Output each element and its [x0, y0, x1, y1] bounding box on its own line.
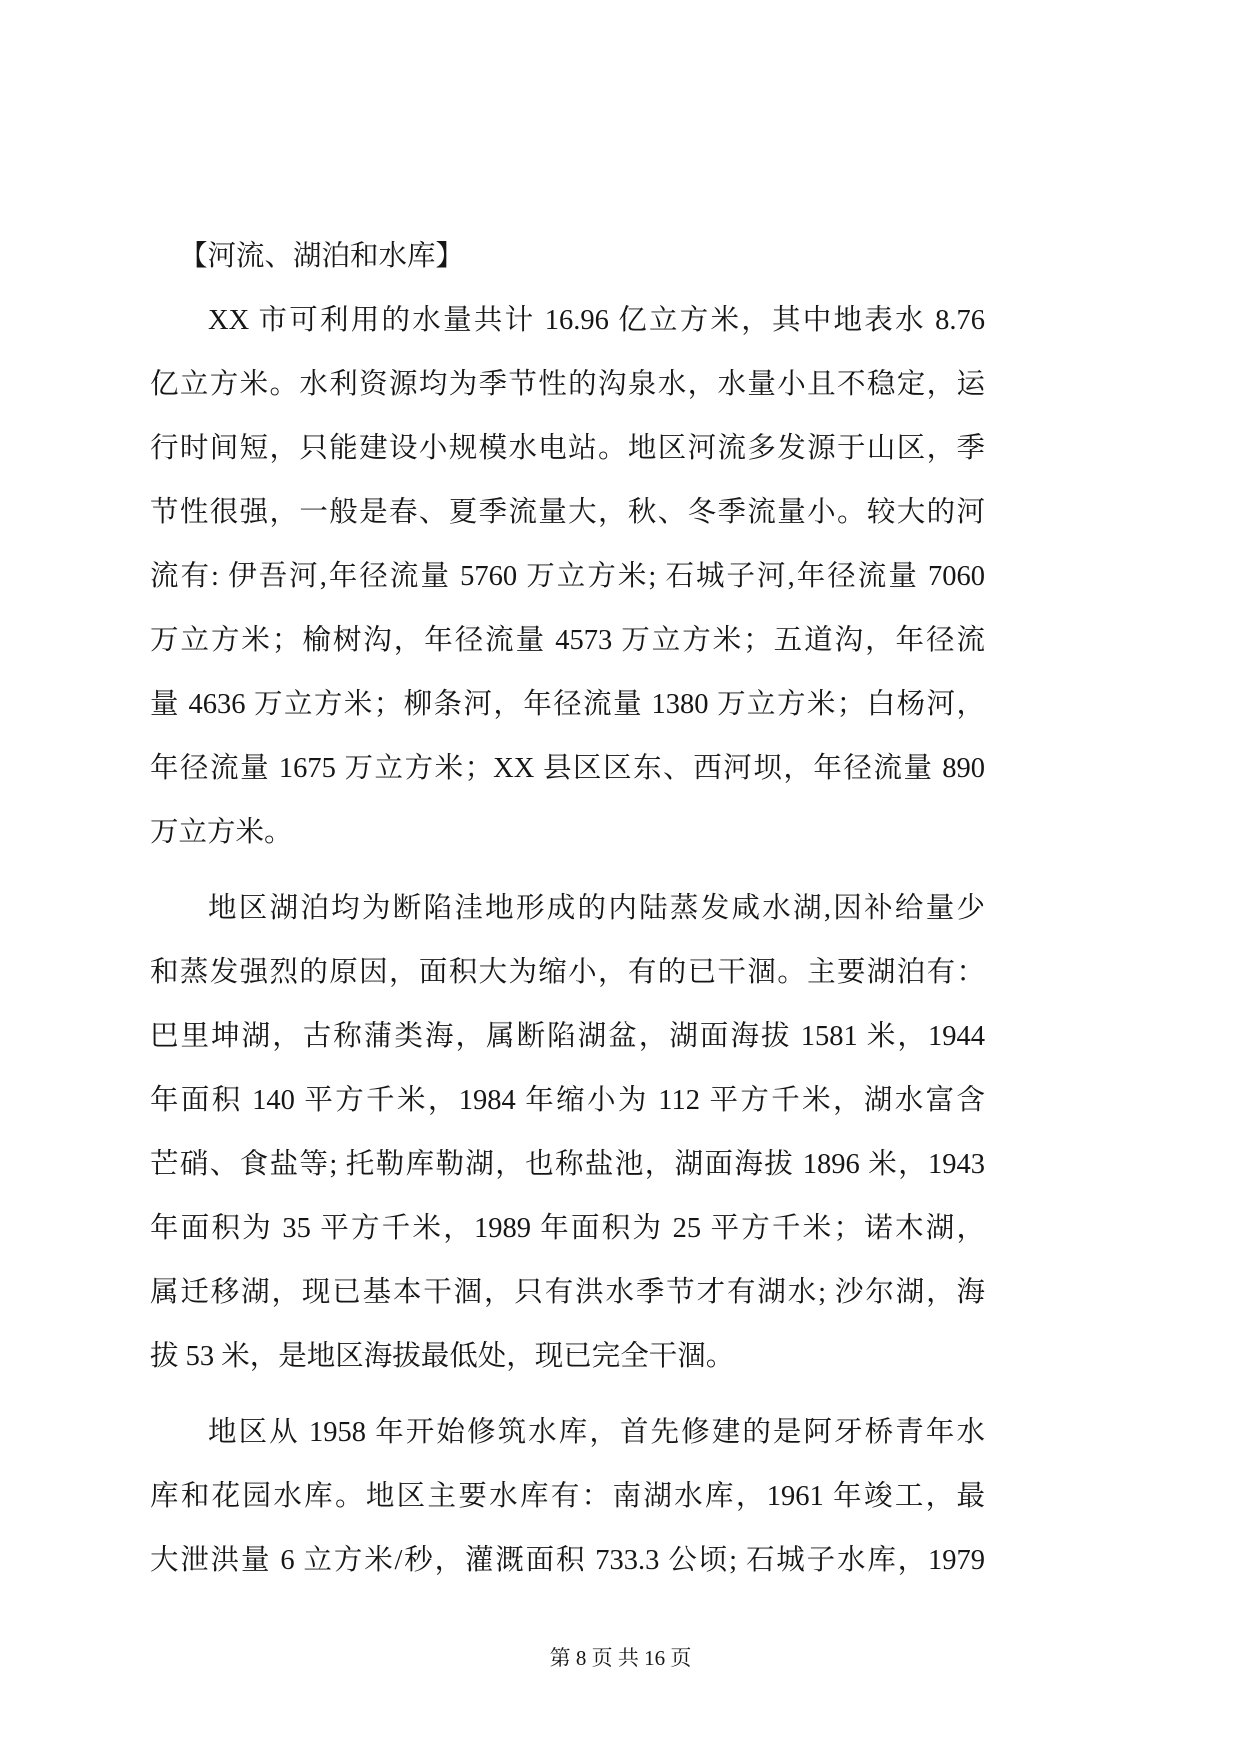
paragraph-line: 巴里坤湖，古称蒲类海，属断陷湖盆，湖面海拔 1581 米，1944: [150, 1021, 985, 1052]
paragraph-line: 行时间短，只能建设小规模水电站。地区河流多发源于山区，季: [150, 433, 985, 464]
paragraph-line: 亿立方米。水利资源均为季节性的沟泉水，水量小且不稳定，运: [150, 369, 985, 400]
paragraph-line: 节性很强，一般是春、夏季流量大，秋、冬季流量小。较大的河: [150, 497, 985, 528]
paragraph-line: 年面积为 35 平方千米，1989 年面积为 25 平方千米；诺木湖，: [150, 1213, 985, 1244]
paragraph-line: 年径流量 1675 万立方米；XX 县区区东、西河坝，年径流量 890: [150, 753, 985, 784]
paragraph-line: 万立方米；榆树沟，年径流量 4573 万立方米；五道沟，年径流: [150, 625, 985, 656]
paragraph-lakes: [150, 877, 985, 1389]
document-body: [150, 225, 985, 1593]
paragraph-line: 库和花园水库。地区主要水库有：南湖水库，1961 年竣工，最: [150, 1481, 985, 1512]
paragraph-line: 地区湖泊均为断陷洼地形成的内陆蒸发咸水湖,因补给量少: [208, 893, 985, 924]
paragraph-line: 万立方米。: [150, 817, 293, 848]
paragraph-line: XX 市可利用的水量共计 16.96 亿立方米，其中地表水 8.76: [208, 305, 985, 336]
paragraph-line: 拔 53 米，是地区海拔最低处，现已完全干涸。: [150, 1341, 735, 1372]
paragraph-reservoirs: [150, 1401, 985, 1593]
paragraph-line: 属迁移湖，现已基本干涸，只有洪水季节才有湖水; 沙尔湖，海: [150, 1277, 985, 1308]
paragraph-line: 流有: 伊吾河,年径流量 5760 万立方米; 石城子河,年径流量 7060: [150, 561, 985, 592]
paragraph-line: 年面积 140 平方千米，1984 年缩小为 112 平方千米，湖水富含: [150, 1085, 985, 1116]
paragraph-rivers: [150, 289, 985, 865]
paragraph-line: 大泄洪量 6 立方米/秒，灌溉面积 733.3 公顷; 石城子水库，1979: [150, 1545, 985, 1576]
paragraph-line: 和蒸发强烈的原因，面积大为缩小，有的已干涸。主要湖泊有：: [150, 957, 985, 988]
page-number-footer: 第 8 页 共 16 页: [549, 1646, 692, 1670]
paragraph-line: 量 4636 万立方米；柳条河，年径流量 1380 万立方米；白杨河，: [150, 689, 985, 720]
section-heading: 【河流、湖泊和水库】: [179, 241, 465, 272]
paragraph-line: 芒硝、食盐等; 托勒库勒湖，也称盐池，湖面海拔 1896 米，1943: [150, 1149, 985, 1180]
paragraph-line: 地区从 1958 年开始修筑水库，首先修建的是阿牙桥青年水: [208, 1417, 985, 1448]
